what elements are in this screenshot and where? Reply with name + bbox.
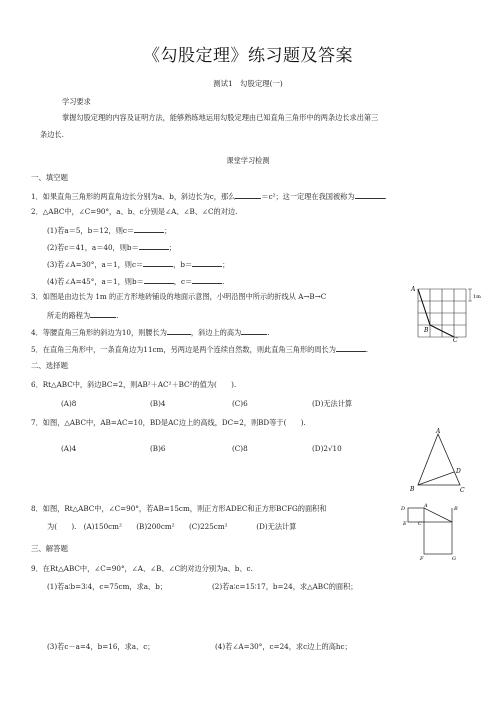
fig8-label-d: D (401, 506, 406, 512)
q5-text: 5．在直角三角形中，一条直角边为11cm，另两边是两个连续自然数，则此直角三角形的周长为 (31, 345, 336, 354)
q4-text: 4．等腰直角三角形的斜边为10，则腰长为 (31, 328, 167, 337)
question-9-4: (4)若∠A=30°，c=24，求c边上的高hc； (215, 642, 352, 651)
question-9-1: (1)若a∶b=3∶4，c=75cm，求a、b； (47, 582, 168, 591)
q2-1-blank[interactable] (134, 225, 164, 233)
q7-option-a[interactable]: (A)4 (61, 444, 77, 453)
q6-option-b[interactable]: (B)4 (150, 399, 166, 408)
question-2-4 (47, 276, 224, 287)
q2-1-end: ； (164, 226, 172, 235)
q4-mid: ，斜边上的高为 (190, 328, 242, 337)
q6-option-d[interactable]: (D)无法计算 (312, 399, 353, 408)
q7-option-b[interactable]: (B)6 (150, 444, 166, 453)
requirements-heading: 学习要求 (62, 97, 91, 106)
question-8-line-2: 为( ). (A)150cm² (B)200cm² (C)225cm² (D)无法计算 (47, 522, 297, 531)
q2-2-blank[interactable] (139, 242, 169, 250)
part2-heading: 二、选择题 (31, 361, 68, 370)
question-2-3 (47, 259, 229, 270)
part1-heading: 一、填空题 (31, 173, 68, 182)
square-bcfg (424, 522, 452, 554)
q2-3-blank-1[interactable] (143, 259, 173, 267)
q2-3-mid: ，b＝ (173, 260, 193, 269)
question-3-line-1: 3．如图是由边长为 1m 的正方形地砖铺设的地面示意图，小明沿图中所示的折线从 A→B→C (31, 292, 327, 301)
question-8-line-1: 8．如图，Rt△ABC中，∠C=90°，若AB=15cm，则正方形ADEC和正方形BCFG的面积和 (31, 504, 327, 513)
q3-blank[interactable] (90, 310, 119, 320)
figure-grid-path (400, 284, 486, 342)
fig8-label-g: G (452, 556, 456, 562)
q2-4-text: (4)若∠A=45°，a＝1，则b＝ (47, 277, 144, 286)
q4-end: . (267, 328, 270, 337)
fig8-label-a: A (424, 503, 428, 509)
figure-triangle-bd (408, 428, 470, 494)
question-7: 7．如图，△ABC中，AB=AC=10，BD是AC边上的高线，DC=2，则BD等于( ). (31, 418, 306, 427)
figure-squares (400, 500, 470, 562)
q1-text-c: . (384, 192, 387, 201)
question-2-1 (47, 225, 171, 236)
q2-2-end: ； (168, 243, 176, 252)
q4-blank-1[interactable] (167, 327, 191, 335)
fig7-label-d: D (456, 468, 461, 475)
fig8-label-f: F (420, 556, 424, 562)
fig7-label-a: A (436, 428, 441, 435)
altitude-bd (418, 472, 454, 485)
fig8-label-c: C (418, 521, 422, 527)
q1-text-b: ＝c²；这一定理在我国被称为 (261, 192, 355, 201)
q1-blank-2[interactable] (355, 191, 385, 199)
question-9: 9．在Rt△ABC中，∠C=90°，∠A、∠B、∠C的对边分别为a、b、c. (31, 564, 253, 573)
q4-blank-2[interactable] (241, 327, 270, 337)
question-1 (31, 191, 387, 202)
fig3-label-a: A (411, 286, 416, 293)
q2-4-mid: ，c＝ (173, 277, 193, 286)
q2-4-end: . (222, 277, 225, 286)
q2-3-end: ； (222, 260, 230, 269)
question-3-line-2 (47, 310, 118, 321)
q5-end: . (365, 345, 369, 354)
q2-2-text: (2)若c＝41，a＝40，则b＝ (47, 243, 139, 252)
section-title: 课堂学习检测 (226, 156, 270, 165)
fig3-unit-label: 1m (473, 294, 481, 300)
q2-3-blank-2[interactable] (192, 259, 222, 267)
q1-text-a: 1．如果直角三角形的两直角边长分别为a、b，斜边长为c，那么 (31, 192, 236, 201)
fig3-label-b: B (424, 327, 429, 334)
question-6: 6．Rt△ABC中，斜边BC=2，则AB²＋AC²＋BC²的值为( ). (31, 380, 237, 389)
hypotenuse-ab (424, 508, 452, 522)
q2-1-text: (1)若a＝5，b＝12，则c＝ (47, 226, 135, 235)
page-title: 《勾股定理》练习题及答案 (143, 46, 353, 66)
q2-3-text: (3)若∠A=30°，a＝1，则c＝ (47, 260, 144, 269)
q5-blank[interactable] (336, 344, 369, 354)
subtitle: 测试1 勾股定理(一) (213, 79, 283, 88)
q3-text: 所走的路程为 (47, 311, 91, 320)
q7-option-d[interactable]: (D)2√10 (312, 444, 342, 453)
fig7-label-b: B (410, 486, 415, 493)
q6-option-c[interactable]: (C)6 (232, 399, 248, 408)
question-9-2: (2)若a∶c=15∶17，b=24，求△ABC的面积； (212, 582, 358, 591)
q2-4-blank-2[interactable] (192, 276, 225, 286)
q7-option-c[interactable]: (C)8 (232, 444, 248, 453)
requirements-line-2: 条边长. (40, 130, 64, 139)
question-2: 2．△ABC中，∠C=90°，a、b、c分别是∠A、∠B、∠C的对边. (31, 207, 238, 216)
question-5 (31, 344, 368, 355)
question-2-2 (47, 242, 176, 253)
part3-heading: 三、解答题 (31, 544, 68, 553)
question-4 (31, 327, 270, 338)
fig8-label-e: E (403, 521, 407, 527)
q6-option-a[interactable]: (A)8 (61, 399, 77, 408)
fig7-label-c: C (460, 487, 465, 494)
fig8-label-b: B (454, 506, 458, 512)
q3-end: . (116, 311, 119, 320)
fig3-label-c: C (453, 337, 458, 342)
square-adec (408, 508, 424, 522)
question-9-3: (3)若c－a=4，b=16，求a、c； (47, 642, 155, 651)
requirements-line-1: 掌握勾股定理的内容及证明方法，能够熟练地运用勾股定理由已知直角三角形中的两条边长求出第三 (62, 113, 379, 122)
q2-4-blank-1[interactable] (144, 276, 174, 284)
q1-blank-1[interactable] (235, 191, 261, 199)
